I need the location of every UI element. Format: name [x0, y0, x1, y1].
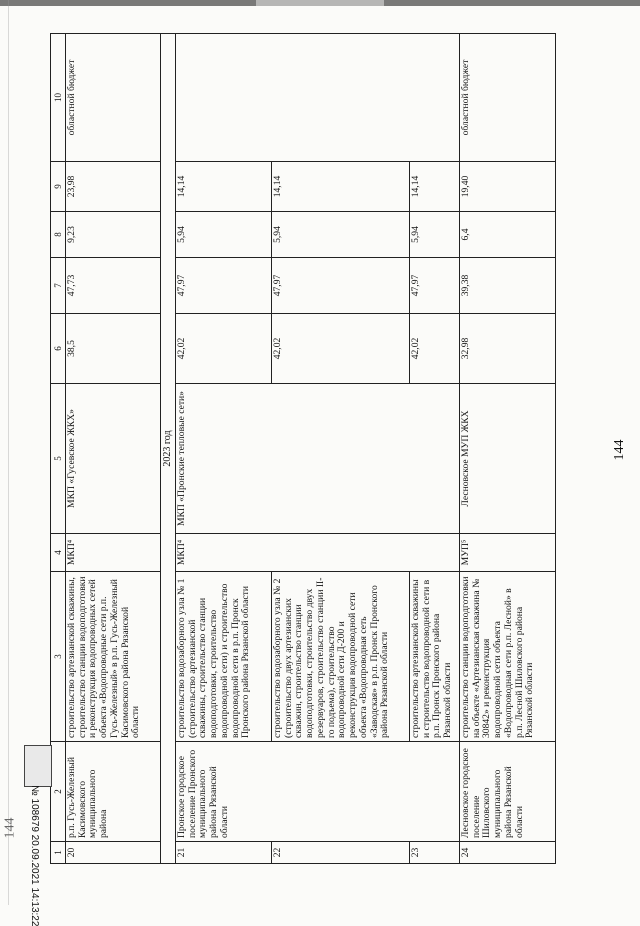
value-col9: 23,98 [66, 162, 161, 212]
operator-name: Лесновское МУП ЖКХ [460, 384, 556, 534]
row-number: 23 [410, 842, 460, 864]
col-header: 7 [51, 258, 66, 314]
year-heading: 2023 год [161, 34, 176, 864]
col-header: 5 [51, 384, 66, 534]
row-number: 22 [272, 842, 410, 864]
settlement-cell: Лесновское городское поселение Шиловского муниципального района Рязанской области [460, 742, 556, 842]
funding-source: областной бюджет [66, 34, 161, 162]
value-col7: 47,97 [272, 258, 410, 314]
project-description: строительство артезианской скважины, строительство станции водоподготовки и реконструкция водопроводных сетей объекта «Водопроводные сети р.п. Гусь-Железный» в р.п. Гусь-Железный Касимовского района Рязанской области [66, 572, 161, 742]
value-col9: 14,14 [410, 162, 460, 212]
value-col9: 14,14 [272, 162, 410, 212]
project-description: строительство артезианской скважины и строительство водопроводной сети в р.п. Пронск Пронского района Рязанской области [410, 572, 460, 742]
operator-name: МКП «Гусевское ЖКХ» [66, 384, 161, 534]
value-col8: 5,94 [176, 212, 272, 258]
value-col6: 32,98 [460, 314, 556, 384]
col-header: 9 [51, 162, 66, 212]
column-number-row [51, 34, 66, 864]
organization-form: МКП⁴ [66, 534, 161, 572]
value-col8: 5,94 [410, 212, 460, 258]
settlement-cell: р.п. Гусь-Железный Касимовского муниципального района [66, 742, 161, 842]
col-header: 2 [51, 742, 66, 842]
value-col9: 19,40 [460, 162, 556, 212]
col-header: 10 [51, 34, 66, 162]
funding-source-empty [176, 34, 460, 162]
margin-page-number: 144 [2, 817, 18, 839]
value-col9: 14,14 [176, 162, 272, 212]
col-header: 4 [51, 534, 66, 572]
project-description: строительство водозаборного узла № 1 (строительство артезианской скважины, строительство станции водоподготовки, строительство водопроводной сети) и строительство водопроводной сети в р.п. Пронск Пронского района Рязанской области [176, 572, 272, 742]
year-heading-row [161, 34, 176, 864]
document-number: № 108679 20.09.2021 14:13:22 [29, 785, 40, 926]
row-number: 21 [176, 842, 272, 864]
scan-fold-line [8, 0, 9, 905]
operator-name: МКП «Пронские тепловые сети» [176, 384, 460, 534]
value-col6: 42,02 [176, 314, 272, 384]
program-table [50, 33, 556, 864]
project-description: строительство водозаборного узла № 2 (строительство двух артезианских скважин, строительство станции водоподготовки, строительство двух резервуаров, строительство станции II-го подъема), строительство водопроводной сети Д-200 и реконструкция водопроводной сети объекта «Водопроводная сеть «Заводская» в р.п. Пронск Пронского района Рязанской области [272, 572, 410, 742]
page-number: 144 [612, 439, 627, 461]
row-number: 20 [66, 842, 161, 864]
value-col6: 38,5 [66, 314, 161, 384]
value-col7: 47,97 [176, 258, 272, 314]
col-header: 6 [51, 314, 66, 384]
funding-source: областной бюджет [460, 34, 556, 162]
organization-form: МКП⁴ [176, 534, 460, 572]
col-header: 1 [51, 842, 66, 864]
table-row [176, 34, 272, 864]
rotated-page [40, 30, 640, 870]
scan-top-edge [0, 0, 640, 6]
settlement-cell: Пронское городское поселение Пронского муниципального района Рязанской области [176, 742, 460, 842]
value-col8: 9,23 [66, 212, 161, 258]
value-col8: 6,4 [460, 212, 556, 258]
col-header: 8 [51, 212, 66, 258]
col-header: 3 [51, 572, 66, 742]
value-col7: 47,97 [410, 258, 460, 314]
table-row [66, 34, 161, 864]
value-col8: 5,94 [272, 212, 410, 258]
value-col7: 47,73 [66, 258, 161, 314]
value-col7: 39,38 [460, 258, 556, 314]
organization-form: МУП⁵ [460, 534, 556, 572]
project-description: строительство станции водоподготовки на объекте «Артезианская скважина № 30842» и реконструкция водопроводной сети объекта «Водопроводная сети р.п. Лесной» в р.п. Лесной Шиловского района Рязанской области [460, 572, 556, 742]
value-col6: 42,02 [272, 314, 410, 384]
value-col6: 42,02 [410, 314, 460, 384]
registry-stamp [24, 745, 52, 787]
table-row [460, 34, 556, 864]
row-number: 24 [460, 842, 556, 864]
